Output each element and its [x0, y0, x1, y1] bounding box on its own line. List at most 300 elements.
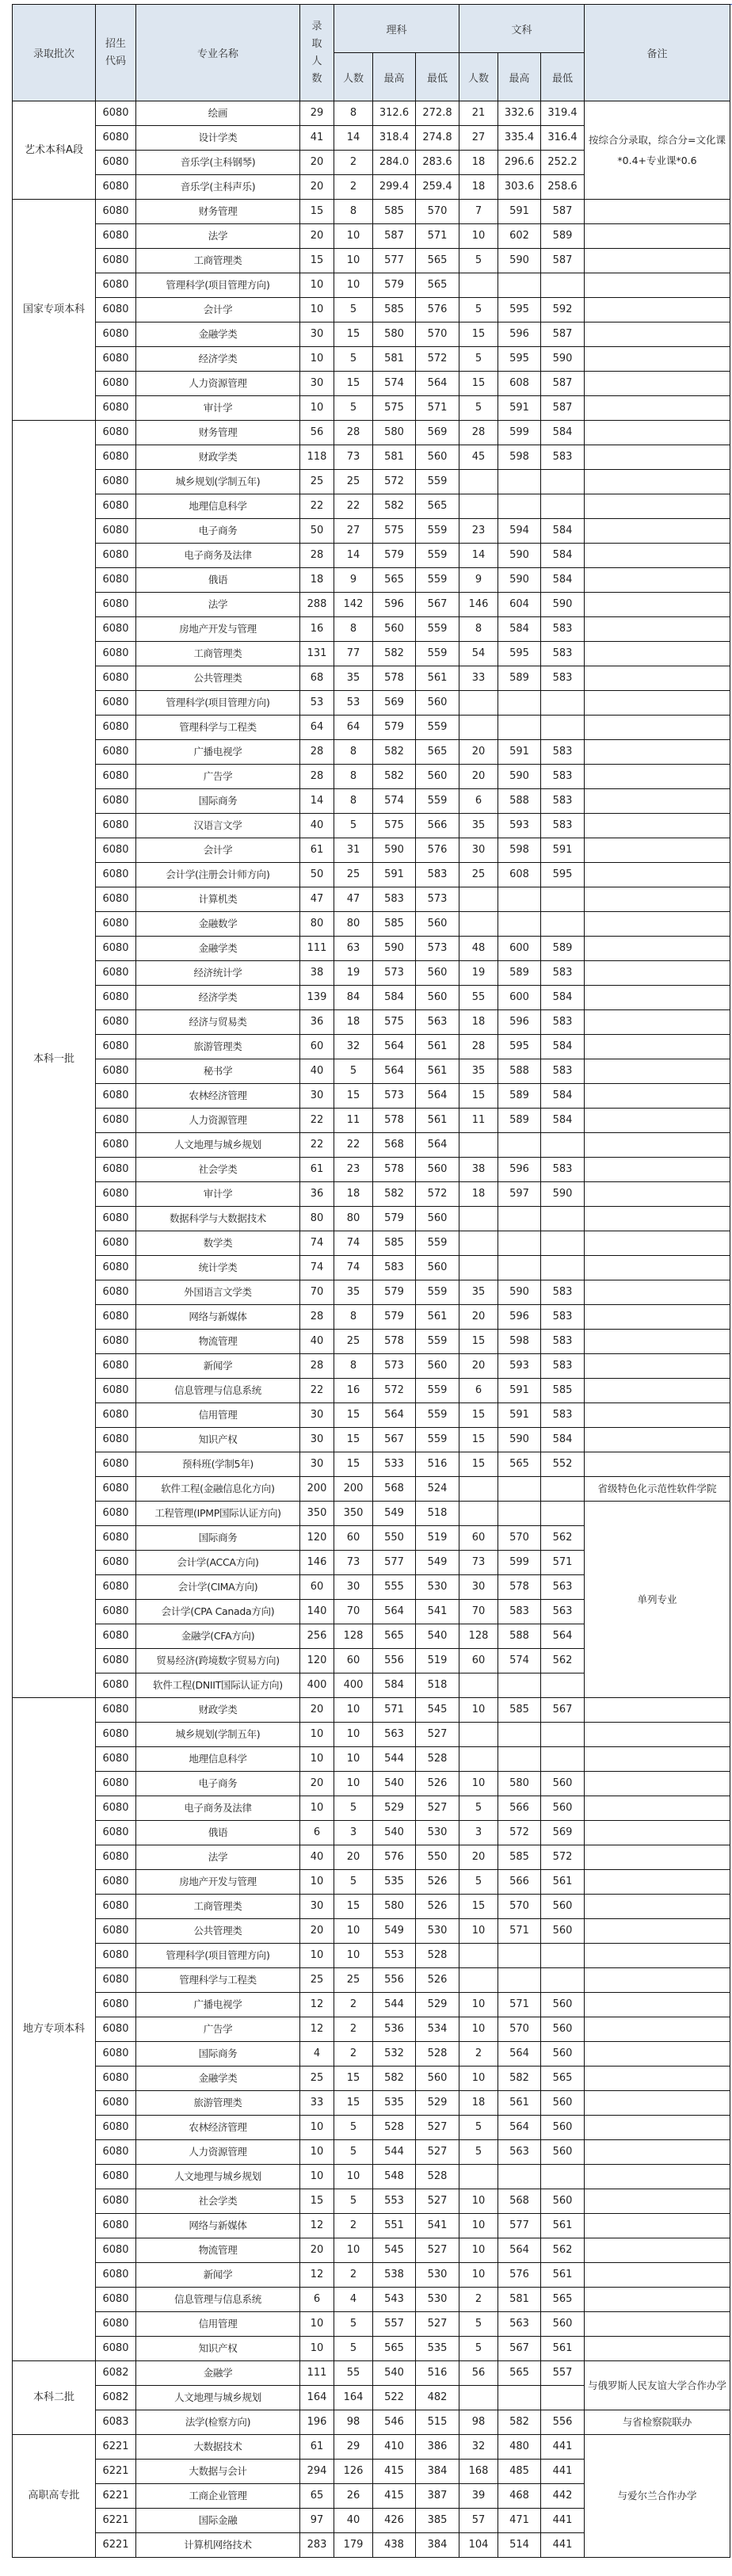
science-count-cell: 350 — [334, 1502, 373, 1526]
arts-count-cell: 60 — [459, 1526, 498, 1551]
major-name-cell: 人文地理与城乡规划 — [136, 1133, 300, 1158]
science-min-cell: 549 — [416, 1551, 459, 1575]
batch-cell: 地方专项本科 — [13, 1698, 96, 2361]
arts-count-cell: 10 — [459, 1993, 498, 2017]
arts-min-cell: 584 — [541, 568, 585, 593]
admitted-total-cell: 65 — [300, 2484, 334, 2509]
science-count-cell: 8 — [334, 200, 373, 224]
code-cell: 6080 — [96, 1575, 136, 1600]
admitted-total-cell: 10 — [300, 1796, 334, 1821]
admitted-total-cell: 10 — [300, 1747, 334, 1772]
arts-min-cell: 583 — [541, 1158, 585, 1182]
remark-cell-empty — [585, 249, 730, 273]
science-count-cell: 5 — [334, 1796, 373, 1821]
arts-count-cell: 32 — [459, 2435, 498, 2460]
major-name-cell: 绘画 — [136, 101, 300, 126]
admitted-total-cell: 47 — [300, 887, 334, 912]
table-row — [13, 1158, 730, 1182]
header-arts: 文科 — [459, 5, 585, 53]
science-min-cell: 385 — [416, 2509, 459, 2533]
code-cell: 6080 — [96, 1526, 136, 1551]
science-count-cell: 40 — [334, 2509, 373, 2533]
arts-min-cell: 556 — [541, 2410, 585, 2435]
arts-min-cell: 560 — [541, 2017, 585, 2042]
code-cell: 6080 — [96, 1624, 136, 1649]
table-row — [13, 1477, 730, 1502]
table-row — [13, 322, 730, 347]
major-name-cell: 电子商务 — [136, 1772, 300, 1796]
science-count-cell: 47 — [334, 887, 373, 912]
remark-cell-empty — [585, 1182, 730, 1207]
remark-cell-empty — [585, 691, 730, 716]
arts-min-cell: 583 — [541, 1305, 585, 1330]
arts-min-cell: 565 — [541, 2288, 585, 2312]
arts-min-cell — [541, 1502, 585, 1526]
code-cell: 6080 — [96, 273, 136, 298]
table-row — [13, 1698, 730, 1723]
admitted-total-cell: 200 — [300, 1477, 334, 1502]
science-min-cell: 560 — [416, 986, 459, 1010]
arts-count-cell — [459, 494, 498, 519]
arts-max-cell — [498, 716, 541, 740]
table-row — [13, 1502, 730, 1526]
admitted-total-cell: 40 — [300, 1059, 334, 1084]
science-max-cell: 582 — [373, 1182, 416, 1207]
arts-count-cell: 14 — [459, 544, 498, 568]
science-max-cell: 574 — [373, 372, 416, 396]
code-cell: 6221 — [96, 2533, 136, 2558]
science-min-cell: 564 — [416, 372, 459, 396]
admitted-total-cell: 68 — [300, 666, 334, 691]
code-cell: 6080 — [96, 1796, 136, 1821]
table-row — [13, 1723, 730, 1747]
science-min-cell: 567 — [416, 593, 459, 617]
arts-max-cell: 514 — [498, 2533, 541, 2558]
arts-count-cell: 20 — [459, 765, 498, 789]
arts-max-cell — [498, 691, 541, 716]
major-name-cell: 法学(检察方向) — [136, 2410, 300, 2435]
arts-count-cell: 6 — [459, 1379, 498, 1403]
table-row — [13, 1452, 730, 1477]
science-count-cell: 10 — [334, 1723, 373, 1747]
header-batch: 录取批次 — [13, 5, 96, 101]
table-row — [13, 593, 730, 617]
arts-max-cell: 582 — [498, 2410, 541, 2435]
admitted-total-cell: 10 — [300, 2165, 334, 2189]
science-count-cell: 8 — [334, 765, 373, 789]
remark-cell-empty — [585, 863, 730, 887]
arts-min-cell: 560 — [541, 2116, 585, 2140]
science-count-cell: 5 — [334, 1870, 373, 1895]
major-name-cell: 管理科学(项目管理方向) — [136, 273, 300, 298]
science-count-cell: 10 — [334, 273, 373, 298]
science-min-cell: 515 — [416, 2410, 459, 2435]
science-max-cell: 571 — [373, 1698, 416, 1723]
code-cell: 6080 — [96, 1010, 136, 1035]
admitted-total-cell: 40 — [300, 1845, 334, 1870]
arts-max-cell: 596 — [498, 1158, 541, 1182]
remark-cell-empty — [585, 1158, 730, 1182]
header-remark: 备注 — [585, 5, 730, 101]
science-min-cell: 564 — [416, 1084, 459, 1109]
code-cell: 6080 — [96, 642, 136, 666]
arts-min-cell: 584 — [541, 544, 585, 568]
code-cell: 6080 — [96, 445, 136, 470]
remark-cell-empty — [585, 937, 730, 961]
science-min-cell: 518 — [416, 1502, 459, 1526]
table-row — [13, 1428, 730, 1452]
science-max-cell: 579 — [373, 1280, 416, 1305]
admitted-total-cell: 22 — [300, 1379, 334, 1403]
code-cell: 6080 — [96, 716, 136, 740]
code-cell: 6080 — [96, 1944, 136, 1968]
science-min-cell: 541 — [416, 2214, 459, 2238]
science-count-cell: 64 — [334, 716, 373, 740]
science-min-cell: 534 — [416, 2017, 459, 2042]
arts-max-cell: 589 — [498, 666, 541, 691]
arts-min-cell: 572 — [541, 1845, 585, 1870]
arts-count-cell: 146 — [459, 593, 498, 617]
code-cell: 6080 — [96, 838, 136, 863]
arts-max-cell: 571 — [498, 1919, 541, 1944]
major-name-cell: 设计学类 — [136, 126, 300, 151]
science-max-cell: 557 — [373, 2312, 416, 2337]
remark-cell-empty — [585, 2165, 730, 2189]
table-row — [13, 986, 730, 1010]
code-cell: 6080 — [96, 1452, 136, 1477]
science-min-cell: 386 — [416, 2435, 459, 2460]
admitted-total-cell: 70 — [300, 1280, 334, 1305]
admitted-total-cell: 30 — [300, 1452, 334, 1477]
remark-cell-empty — [585, 2017, 730, 2042]
admitted-total-cell: 20 — [300, 151, 334, 175]
table-row — [13, 568, 730, 593]
code-cell: 6080 — [96, 1698, 136, 1723]
science-max-cell: 579 — [373, 716, 416, 740]
major-name-cell: 数学类 — [136, 1231, 300, 1256]
table-row — [13, 494, 730, 519]
admitted-total-cell: 60 — [300, 1575, 334, 1600]
major-name-cell: 人力资源管理 — [136, 1109, 300, 1133]
code-cell: 6080 — [96, 298, 136, 322]
remark-cell-empty — [585, 2214, 730, 2238]
remark-cell-empty — [585, 322, 730, 347]
remark-cell-empty — [585, 1059, 730, 1084]
science-min-cell: 528 — [416, 2165, 459, 2189]
remark-cell-empty — [585, 1452, 730, 1477]
science-count-cell: 10 — [334, 1747, 373, 1772]
arts-count-cell: 28 — [459, 421, 498, 445]
arts-min-cell — [541, 691, 585, 716]
arts-min-cell — [541, 1477, 585, 1502]
science-min-cell: 560 — [416, 1207, 459, 1231]
arts-max-cell — [498, 1133, 541, 1158]
arts-max-cell — [498, 1944, 541, 1968]
science-max-cell: 318.4 — [373, 126, 416, 151]
science-max-cell: 582 — [373, 642, 416, 666]
science-count-cell: 10 — [334, 2238, 373, 2263]
science-max-cell: 438 — [373, 2533, 416, 2558]
remark-cell-empty — [585, 470, 730, 494]
remark-cell-empty — [585, 1993, 730, 2017]
arts-count-cell: 15 — [459, 372, 498, 396]
science-min-cell: 519 — [416, 1526, 459, 1551]
arts-max-cell: 590 — [498, 568, 541, 593]
remark-cell-empty — [585, 1084, 730, 1109]
arts-count-cell: 15 — [459, 1895, 498, 1919]
admitted-total-cell: 15 — [300, 200, 334, 224]
table-row — [13, 372, 730, 396]
arts-min-cell — [541, 2386, 585, 2410]
arts-count-cell: 39 — [459, 2484, 498, 2509]
arts-max-cell: 596 — [498, 1305, 541, 1330]
remark-cell-empty — [585, 2337, 730, 2361]
code-cell: 6080 — [96, 2263, 136, 2288]
admitted-total-cell: 20 — [300, 2238, 334, 2263]
arts-count-cell: 10 — [459, 2263, 498, 2288]
arts-max-cell: 580 — [498, 1772, 541, 1796]
remark-cell-empty — [585, 372, 730, 396]
major-name-cell: 计算机类 — [136, 887, 300, 912]
science-count-cell: 400 — [334, 1673, 373, 1698]
science-max-cell: 550 — [373, 1526, 416, 1551]
science-max-cell: 585 — [373, 912, 416, 937]
arts-count-cell: 15 — [459, 1403, 498, 1428]
major-name-cell: 管理科学(项目管理方向) — [136, 1944, 300, 1968]
science-count-cell: 15 — [334, 1895, 373, 1919]
science-min-cell: 540 — [416, 1624, 459, 1649]
science-min-cell: 387 — [416, 2484, 459, 2509]
remark-cell-empty — [585, 789, 730, 814]
code-cell: 6080 — [96, 470, 136, 494]
arts-min-cell: 585 — [541, 1379, 585, 1403]
science-max-cell: 551 — [373, 2214, 416, 2238]
major-name-cell: 人力资源管理 — [136, 2140, 300, 2165]
science-min-cell: 530 — [416, 1821, 459, 1845]
arts-max-cell: 570 — [498, 1895, 541, 1919]
science-max-cell: 573 — [373, 961, 416, 986]
arts-count-cell: 35 — [459, 1059, 498, 1084]
admitted-total-cell: 120 — [300, 1649, 334, 1673]
science-count-cell: 25 — [334, 863, 373, 887]
arts-max-cell: 574 — [498, 1649, 541, 1673]
major-name-cell: 金融数学 — [136, 912, 300, 937]
science-min-cell: 573 — [416, 937, 459, 961]
arts-min-cell: 583 — [541, 740, 585, 765]
arts-min-cell: 595 — [541, 863, 585, 887]
science-count-cell: 5 — [334, 298, 373, 322]
science-min-cell: 570 — [416, 322, 459, 347]
major-name-cell: 贸易经济(跨境数字贸易方向) — [136, 1649, 300, 1673]
table-row — [13, 1305, 730, 1330]
arts-count-cell: 5 — [459, 1796, 498, 1821]
science-max-cell: 583 — [373, 1256, 416, 1280]
admitted-total-cell: 80 — [300, 912, 334, 937]
remark-cell-empty — [585, 1796, 730, 1821]
arts-max-cell: 591 — [498, 200, 541, 224]
code-cell: 6080 — [96, 1109, 136, 1133]
science-count-cell: 8 — [334, 789, 373, 814]
science-max-cell: 532 — [373, 2042, 416, 2067]
science-min-cell: 529 — [416, 1993, 459, 2017]
arts-min-cell: 587 — [541, 322, 585, 347]
arts-max-cell: 596 — [498, 322, 541, 347]
remark-cell-empty — [585, 1747, 730, 1772]
arts-min-cell: 562 — [541, 1649, 585, 1673]
table-row — [13, 2067, 730, 2091]
table-row — [13, 421, 730, 445]
science-max-cell: 596 — [373, 593, 416, 617]
arts-count-cell: 5 — [459, 396, 498, 421]
remark-cell-empty — [585, 961, 730, 986]
admitted-total-cell: 6 — [300, 2288, 334, 2312]
science-count-cell: 15 — [334, 2067, 373, 2091]
remark-cell-empty — [585, 2091, 730, 2116]
code-cell: 6080 — [96, 1772, 136, 1796]
table-row — [13, 617, 730, 642]
arts-min-cell: 562 — [541, 2238, 585, 2263]
arts-max-cell — [498, 1231, 541, 1256]
arts-count-cell: 27 — [459, 126, 498, 151]
table-row — [13, 691, 730, 716]
code-cell: 6080 — [96, 2091, 136, 2116]
arts-max-cell — [498, 1477, 541, 1502]
science-min-cell: 526 — [416, 1968, 459, 1993]
arts-max-cell: 599 — [498, 421, 541, 445]
admitted-total-cell: 10 — [300, 298, 334, 322]
arts-max-cell: 598 — [498, 445, 541, 470]
admitted-total-cell: 283 — [300, 2533, 334, 2558]
table-row — [13, 1207, 730, 1231]
arts-count-cell: 28 — [459, 1035, 498, 1059]
remark-cell-empty — [585, 1723, 730, 1747]
remark-cell-empty — [585, 568, 730, 593]
science-min-cell: 561 — [416, 1035, 459, 1059]
science-count-cell: 53 — [334, 691, 373, 716]
science-max-cell: 556 — [373, 1649, 416, 1673]
science-min-cell: 528 — [416, 1944, 459, 1968]
arts-min-cell — [541, 912, 585, 937]
remark-cell-empty — [585, 716, 730, 740]
code-cell: 6080 — [96, 691, 136, 716]
remark-cell-empty — [585, 1010, 730, 1035]
admitted-total-cell: 164 — [300, 2386, 334, 2410]
science-min-cell: 516 — [416, 1452, 459, 1477]
science-min-cell: 563 — [416, 1010, 459, 1035]
remark-cell-empty — [585, 1919, 730, 1944]
code-cell: 6080 — [96, 200, 136, 224]
science-count-cell: 10 — [334, 2165, 373, 2189]
science-count-cell: 10 — [334, 224, 373, 249]
remark-cell-empty — [585, 347, 730, 372]
science-max-cell: 580 — [373, 421, 416, 445]
science-max-cell: 575 — [373, 814, 416, 838]
science-count-cell: 14 — [334, 544, 373, 568]
admitted-total-cell: 74 — [300, 1231, 334, 1256]
arts-max-cell — [498, 912, 541, 937]
arts-max-cell: 591 — [498, 740, 541, 765]
major-name-cell: 广告学 — [136, 2017, 300, 2042]
science-max-cell: 564 — [373, 1059, 416, 1084]
major-name-cell: 俄语 — [136, 568, 300, 593]
arts-min-cell: 583 — [541, 789, 585, 814]
code-cell: 6080 — [96, 2116, 136, 2140]
code-cell: 6080 — [96, 1993, 136, 2017]
science-max-cell: 312.6 — [373, 101, 416, 126]
remark-cell: 与省检察院联办 — [585, 2410, 730, 2435]
arts-count-cell — [459, 470, 498, 494]
major-name-cell: 人力资源管理 — [136, 372, 300, 396]
code-cell: 6221 — [96, 2484, 136, 2509]
arts-count-cell: 15 — [459, 1330, 498, 1354]
table-row — [13, 2337, 730, 2361]
science-min-cell: 283.6 — [416, 151, 459, 175]
science-count-cell: 63 — [334, 937, 373, 961]
admitted-total-cell: 56 — [300, 421, 334, 445]
science-max-cell: 584 — [373, 986, 416, 1010]
arts-max-cell: 597 — [498, 1182, 541, 1207]
science-count-cell: 10 — [334, 1919, 373, 1944]
arts-min-cell: 583 — [541, 814, 585, 838]
remark-cell-empty — [585, 445, 730, 470]
table-row — [13, 101, 730, 126]
arts-max-cell: 332.6 — [498, 101, 541, 126]
arts-min-cell: 560 — [541, 1993, 585, 2017]
science-max-cell: 543 — [373, 2288, 416, 2312]
major-name-cell: 社会学类 — [136, 2189, 300, 2214]
arts-count-cell: 35 — [459, 1280, 498, 1305]
code-cell: 6080 — [96, 765, 136, 789]
science-count-cell: 32 — [334, 1035, 373, 1059]
science-max-cell: 545 — [373, 2238, 416, 2263]
admitted-total-cell: 20 — [300, 1772, 334, 1796]
major-name-cell: 财务管理 — [136, 421, 300, 445]
science-min-cell: 530 — [416, 2263, 459, 2288]
arts-count-cell — [459, 1723, 498, 1747]
table-row — [13, 1084, 730, 1109]
code-cell: 6080 — [96, 1330, 136, 1354]
remark-cell-empty — [585, 1207, 730, 1231]
arts-max-cell: 570 — [498, 1526, 541, 1551]
arts-min-cell: 560 — [541, 1772, 585, 1796]
science-count-cell: 8 — [334, 617, 373, 642]
science-min-cell: 384 — [416, 2460, 459, 2484]
major-name-cell: 信用管理 — [136, 2312, 300, 2337]
admitted-total-cell: 15 — [300, 2189, 334, 2214]
arts-min-cell: 567 — [541, 1698, 585, 1723]
science-count-cell: 126 — [334, 2460, 373, 2484]
batch-cell: 本科一批 — [13, 421, 96, 1698]
remark-cell-empty — [585, 1403, 730, 1428]
table-row — [13, 2116, 730, 2140]
arts-max-cell: 471 — [498, 2509, 541, 2533]
science-min-cell: 565 — [416, 273, 459, 298]
science-min-cell: 559 — [416, 642, 459, 666]
science-max-cell: 555 — [373, 1575, 416, 1600]
table-row — [13, 937, 730, 961]
admitted-total-cell: 10 — [300, 1944, 334, 1968]
admitted-total-cell: 20 — [300, 224, 334, 249]
arts-min-cell: 587 — [541, 249, 585, 273]
table-row — [13, 838, 730, 863]
table-row — [13, 1993, 730, 2017]
admitted-total-cell: 400 — [300, 1673, 334, 1698]
arts-min-cell — [541, 494, 585, 519]
science-min-cell: 550 — [416, 1845, 459, 1870]
arts-count-cell: 3 — [459, 1821, 498, 1845]
arts-count-cell: 25 — [459, 863, 498, 887]
table-row — [13, 1133, 730, 1158]
